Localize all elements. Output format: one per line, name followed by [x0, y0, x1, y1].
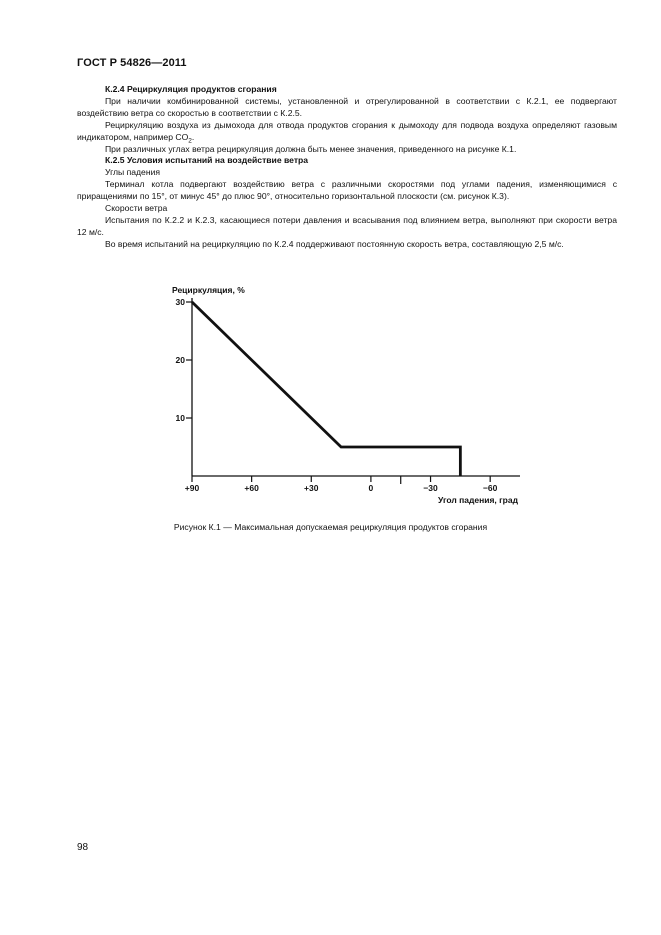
x-tick-label: 0	[368, 483, 374, 493]
paragraph: При наличии комбинированной системы, установленной и отрегулированной в соответствии с К.2.1, ее подвергают воздействию ветра со скоростью в соответствии с К.2.5.	[77, 95, 617, 118]
paragraph: Во время испытаний на рециркуляцию по К.2.4 поддерживают постоянную скорость ветра, составляющую 2,5 м/с.	[105, 238, 564, 249]
paragraph-text: Рециркуляцию воздуха из дымохода для отвода продуктов сгорания к дымоходу для подвода воздуха определяют газовым индикатором, например CO	[77, 119, 617, 142]
chart-axes	[192, 298, 520, 476]
paragraph: Терминал котла подвергают воздействию ветра с различными скоростями под углами падения, изменяющимися с приращениями по 15°, от минус 45° до плюс 90°, относительно горизонтальной плоскости (см. рисунок К.3).	[77, 179, 617, 202]
chart-series	[192, 302, 460, 476]
paragraph-text-end: .	[191, 131, 195, 142]
figure-caption: Рисунок К.1 — Максимальная допускаемая рециркуляция продуктов сгорания	[173, 522, 488, 532]
recirculation-limit-line	[192, 302, 460, 476]
x-axis-label: Угол падения, град	[437, 495, 518, 505]
paragraph: Испытания по К.2.2 и К.2.3, касающиеся потери давления и всасывания под влиянием ветра, выполняют при скорости ветра 12 м/с.	[77, 214, 617, 237]
section-title-k25: К.2.5 Условия испытаний на воздействие ветра	[105, 155, 309, 166]
subscript: 2	[188, 137, 192, 145]
paragraph-co2	[77, 120, 617, 144]
y-tick-label: 20	[175, 355, 185, 365]
x-tick-label: +60	[244, 483, 259, 493]
chart-ticks	[176, 297, 498, 493]
x-tick-label: −30	[423, 483, 438, 493]
text-block	[77, 84, 617, 251]
x-tick-label: +90	[184, 483, 200, 493]
y-tick-label: 10	[175, 413, 185, 423]
subheading-speeds: Скорости ветра	[105, 203, 168, 214]
document-code: ГОСТ Р 54826—2011	[77, 57, 187, 69]
y-tick-label: 30	[175, 297, 185, 307]
section-title-k24: К.2.4 Рециркуляция продуктов сгорания	[105, 84, 277, 94]
x-tick-label: +30	[304, 483, 319, 493]
subheading-angles: Углы падения	[105, 167, 161, 178]
paragraph: При различных углах ветра рециркуляция должна быть менее значения, приведенного на рисунке К.1.	[105, 143, 517, 154]
recirculation-chart	[160, 280, 540, 520]
y-axis-label: Рециркуляция, %	[172, 285, 245, 295]
page-number: 98	[77, 842, 89, 853]
x-tick-label: −60	[482, 483, 498, 493]
